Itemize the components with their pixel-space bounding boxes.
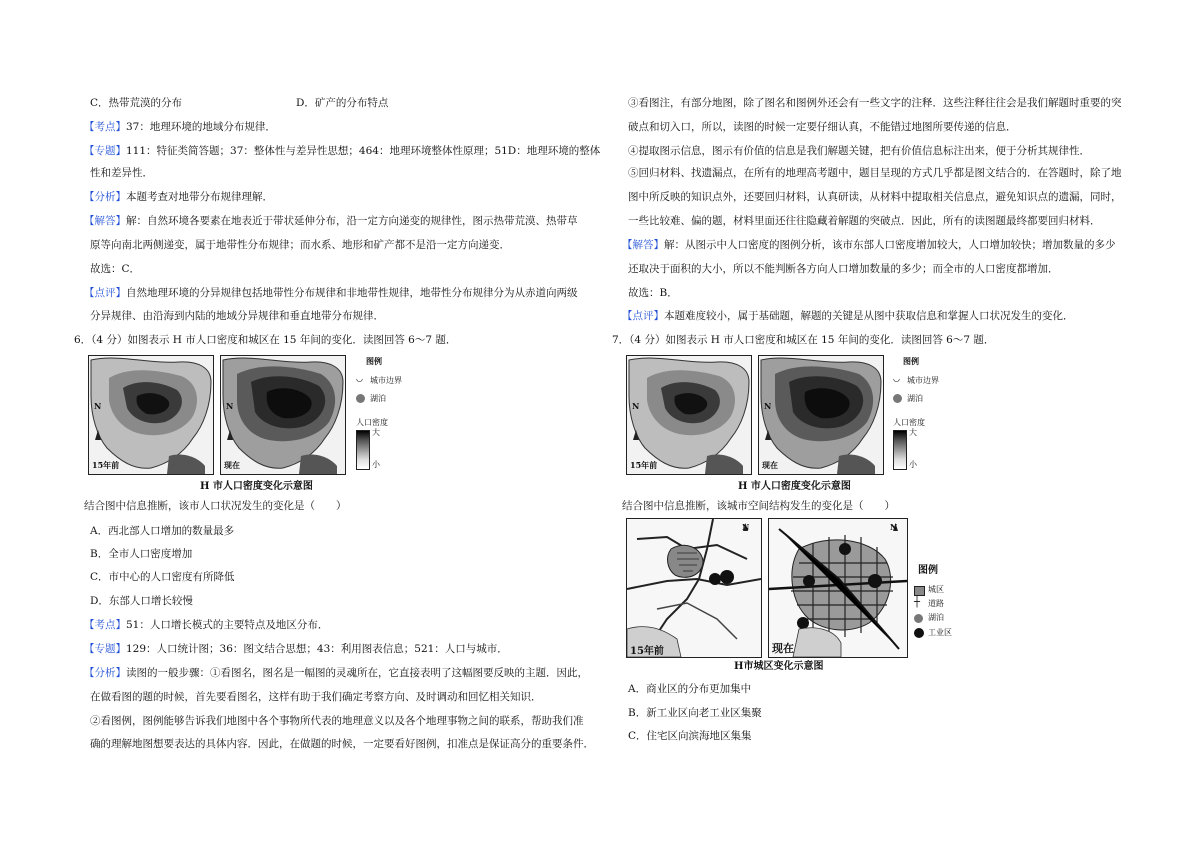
q7-option-a: A．商业区的分布更加集中: [628, 683, 752, 695]
city-legend-road: 道路: [928, 599, 944, 608]
dianping-line: [84, 286, 578, 300]
zhuanti2-line: [84, 642, 508, 656]
city-legend-title: 图例: [918, 565, 938, 576]
jieda-line: [84, 214, 578, 228]
city-legend: [914, 566, 974, 646]
fenxi-line: [84, 190, 273, 204]
city-legend-urban: 城区: [928, 585, 944, 594]
zhuanti-text-2: 性和差异性．: [90, 167, 153, 179]
density-map-now-2: [758, 355, 884, 475]
question-7: 7．（4 分）如图表示 H 市人口密度和城区在 15 年间的变化．读图回答 6～7 题．: [612, 334, 995, 346]
r-line-2: 破点和切入口，所以，读图的时候一定要仔细认真，不能错过地图所要传递的信息．: [628, 121, 1017, 133]
lake-icon: [356, 394, 365, 403]
north-label-now-2: N: [764, 401, 772, 411]
dianping-tag: 【点评】: [84, 287, 126, 299]
fenxi2-line: [84, 666, 588, 680]
kaodian-line: [84, 120, 276, 134]
r-dianping-line: [622, 309, 1074, 323]
fenxi2-text-2: 在做看图的题的时候，首先要看图名，这样有助于我们确定考察方向、及时调动和回忆相关知识．: [90, 691, 542, 703]
city-map-before-graphic: [627, 519, 761, 657]
legend-boundary-symbol-2: ◡: [893, 374, 900, 383]
density-legend-2: [893, 356, 953, 472]
north-label-before: N: [94, 401, 102, 411]
q7-option-b: B．新工业区向老工业区集聚: [628, 707, 762, 719]
fenxi2-tag: 【分析】: [84, 667, 126, 679]
q7-stem: 结合图中信息推断，该城市空间结构发生的变化是（ ）: [622, 500, 895, 512]
density-map-now: [220, 355, 346, 475]
map-label-now: 现在: [224, 460, 240, 470]
legend-boundary-label: 城市边界: [370, 376, 402, 385]
dianping-text: 自然地理环境的分异规律包括地带性分布规律和非地带性规律，地带性分布规律分为从赤道向两级: [126, 287, 578, 299]
kaodian-tag: 【考点】: [84, 121, 126, 133]
q6-option-d: D．东部人口增长较慢: [90, 595, 193, 607]
fenxi-tag: 【分析】: [84, 191, 126, 203]
legend-big-2: 大: [909, 428, 917, 437]
legend-lake-label-2: 湖泊: [907, 394, 923, 403]
r-answer-line: 故选：B．: [628, 287, 678, 299]
legend-big: 大: [372, 428, 380, 437]
r-dianping-tag: 【点评】: [622, 310, 664, 322]
kaodian2-line: [84, 618, 328, 632]
legend-density-label: 人口密度: [356, 418, 388, 427]
zhuanti2-tag: 【专题】: [84, 643, 126, 655]
r-jieda-tag: 【解答】: [622, 239, 664, 251]
lake-icon-2: [893, 394, 902, 403]
density-map-before-2-graphic: [627, 356, 751, 474]
r-line-6: 一些比较难、偏的题，材料里面还往往隐藏着解题的突破点．因此，所有的读图题最终都要回归材料．: [628, 215, 1101, 227]
density-scale-bar: [356, 430, 370, 470]
legend-boundary-label-2: 城市边界: [907, 376, 939, 385]
fenxi2-text-4: 确的理解地图想要表达的具体内容．因此，在做题的时候，一定要看好图例，扣准点是保证高分的重要条件．: [90, 738, 594, 750]
zhuanti2-text: 129：人口统计图；36：图文结合思想；43：利用图表信息；521：人口与城市．: [126, 643, 508, 655]
zhuanti-text: 111：特征类简答题；37：整体性与差异性思想；464：地理环境整体性原理；51D：地理环境的整体: [126, 145, 601, 157]
legend-title-2: 图例: [903, 356, 919, 366]
city-legend-lake: 湖泊: [928, 613, 944, 622]
city-map-before: [626, 518, 762, 658]
q6-stem: 结合图中信息推断，该市人口状况发生的变化是（ ）: [84, 500, 347, 512]
city-map-now: [768, 518, 908, 658]
map-caption-2: H 市人口密度变化示意图: [738, 481, 851, 492]
city-label-before: 15年前: [630, 646, 664, 657]
r-jieda-text-2: 还取决于面积的大小，所以不能判断各方向人口增加数量的多少；而全市的人口密度都增加．: [628, 263, 1059, 275]
r-line-1: ③看图注，有部分地图，除了图名和图例外还会有一些文字的注释．这些注释往往会是我们解题时重要的突: [628, 97, 1122, 109]
density-map-now-2-graphic: [759, 356, 883, 474]
north-label-city-now: N: [890, 522, 898, 532]
density-legend: [356, 356, 416, 472]
density-scale-bar-2: [893, 430, 907, 470]
q6-option-c: C．市中心的人口密度有所降低: [90, 571, 235, 583]
q6-option-a: A．西北部人口增加的数量最多: [90, 525, 235, 537]
map-caption: H 市人口密度变化示意图: [200, 481, 313, 492]
kaodian-text: 37：地理环境的地域分布规律．: [126, 121, 276, 133]
map-label-before-2: 15年前: [630, 460, 658, 470]
dianping-text-2: 分异规律、由沿海到内陆的地域分异规律和垂直地带分布规律．: [90, 310, 384, 322]
north-label-before-2: N: [632, 401, 640, 411]
option-d: D．矿产的分布特点: [296, 97, 389, 109]
lake-icon-3: [914, 614, 923, 623]
road-icon: ┼: [914, 597, 921, 608]
q6-option-b: B．全市人口密度增加: [90, 548, 193, 560]
city-label-now: 现在: [772, 642, 794, 655]
r-line-3: ④提取图示信息，图示有价值的信息是我们解题关键，把有价值信息标注出来，便于分析其规律性．: [628, 145, 1090, 157]
north-label-city-before: N: [742, 522, 750, 532]
zhuanti-line: [84, 144, 600, 158]
fenxi-text: 本题考查对地带分布规律理解．: [126, 191, 273, 203]
kaodian2-text: 51：人口增长模式的主要特点及地区分布．: [126, 619, 329, 631]
fenxi2-text: 读图的一般步骤：①看图名，图名是一幅图的灵魂所在，它直接表明了这幅图要反映的主题．因此，: [126, 667, 588, 679]
answer-line: 故选：C．: [90, 263, 141, 275]
jieda-text: 解：自然环境各要素在地表近于带状延伸分布，沿一定方向递变的规律性，图示热带荒漠、热带草: [126, 215, 578, 227]
r-jieda-text: 解：从图示中人口密度的图例分析，该市东部人口密度增加较大，人口增加较快；增加数量的多少: [664, 239, 1116, 251]
legend-small-2: 小: [909, 460, 917, 469]
map-label-now-2: 现在: [762, 460, 778, 470]
density-map-before-2: [626, 355, 752, 475]
r-line-5: 图中所反映的知识点外，还要回归材料，认真研读，从材料中提取相关信息点，避免知识点的遗漏，同时，: [628, 191, 1122, 203]
city-legend-industry: 工业区: [928, 628, 952, 637]
city-caption: H市城区变化示意图: [734, 661, 824, 672]
jieda-tag: 【解答】: [84, 215, 126, 227]
q7-option-c: C．住宅区向滨海地区集集: [628, 730, 752, 742]
fenxi2-text-3: ②看图例，图例能够告诉我们地图中各个事物所代表的地理意义以及各个地理事物之间的联系，帮助我们准: [90, 715, 584, 727]
r-dianping-text: 本题难度较小，属于基础题，解题的关键是从图中获取信息和掌握人口状况发生的变化．: [664, 310, 1074, 322]
legend-title: 图例: [366, 356, 382, 366]
r-jieda-line: [622, 238, 1116, 252]
legend-small: 小: [372, 460, 380, 469]
r-line-4: ⑤回归材料、找遗漏点，在所有的地理高考题中，题目呈现的方式几乎都是图文结合的．在答题时，除了地: [628, 167, 1122, 179]
map-label-before: 15年前: [92, 460, 120, 470]
kaodian2-tag: 【考点】: [84, 619, 126, 631]
urban-area-icon: [914, 586, 925, 596]
legend-density-label-2: 人口密度: [893, 418, 925, 427]
city-map-now-graphic: [769, 519, 907, 657]
question-6: 6．（4 分）如图表示 H 市人口密度和城区在 15 年间的变化．读图回答 6～7 题．: [74, 334, 457, 346]
option-c: C．热带荒漠的分布: [90, 97, 183, 109]
legend-lake-label: 湖泊: [370, 394, 386, 403]
industry-icon: [914, 628, 924, 638]
density-map-now-graphic: [221, 356, 345, 474]
jieda-text-2: 原等向南北两侧递变，属于地带性分布规律；而水系、地形和矿产都不是沿一定方向递变．: [90, 239, 510, 251]
density-map-before-graphic: [89, 356, 213, 474]
density-map-before: [88, 355, 214, 475]
north-label-now: N: [226, 401, 234, 411]
legend-boundary-symbol: ◡: [356, 374, 363, 383]
zhuanti-tag: 【专题】: [84, 145, 126, 157]
